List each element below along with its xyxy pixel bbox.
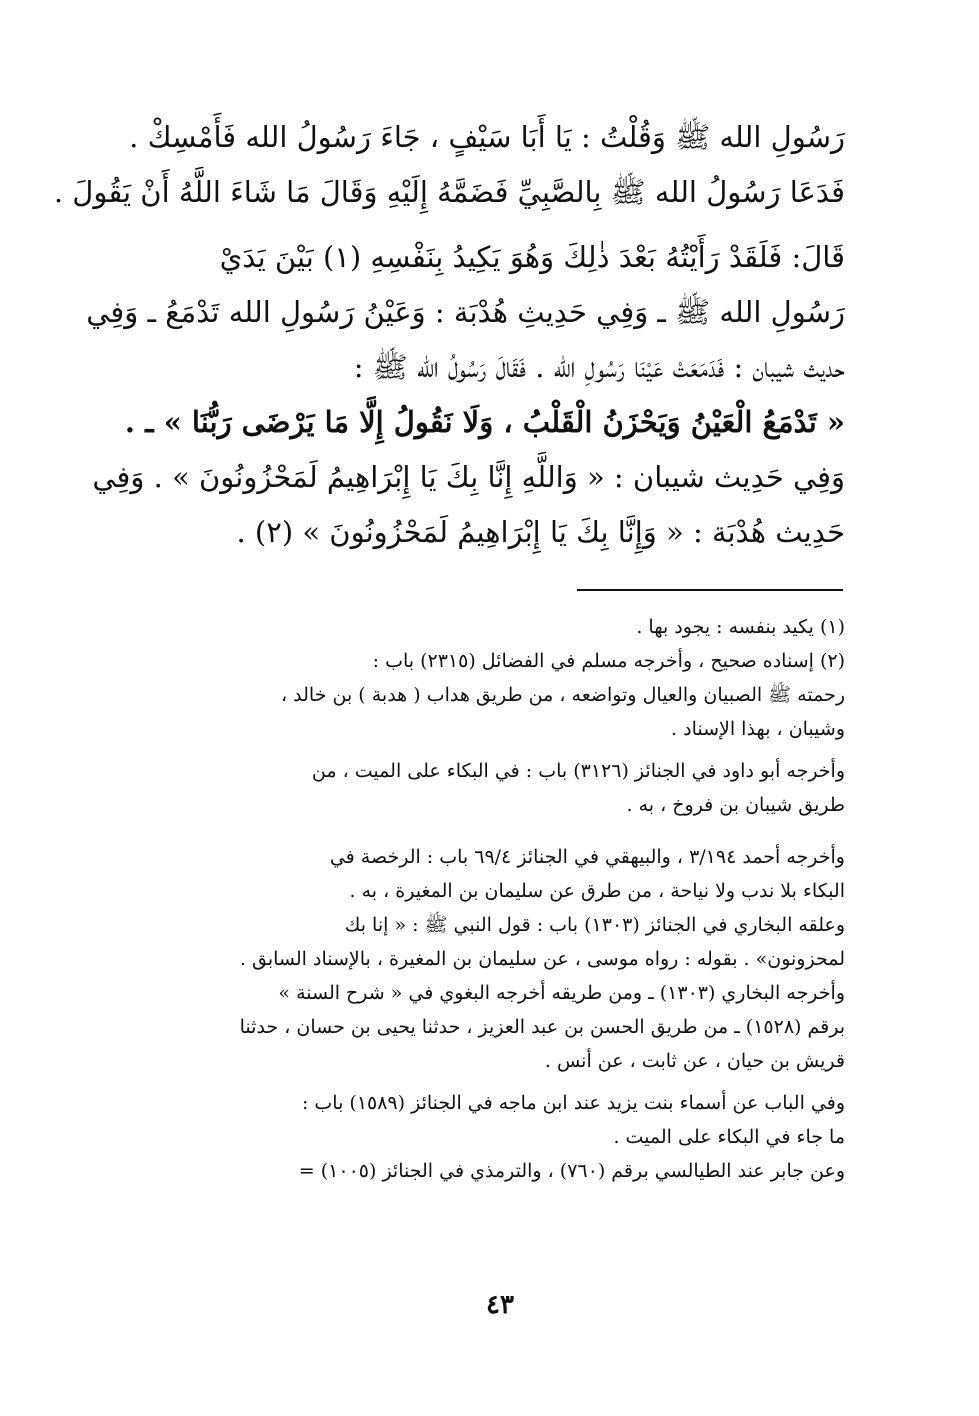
hadith-quote-line: « تَدْمَعُ الْعَيْنُ وَيَحْزَنُ الْقَلْبُ ، وَلَا نَقُولُ إِلَّا مَا يَرْضَى رَبُّنَا » ـ . — [124, 405, 845, 439]
main-line: رَسُولِ الله ﷺ ـ وَفِي حَدِيثِ هُدْبَة : وَعَيْنُ رَسُولِ الله تَدْمَعُ ـ وَفِي — [86, 295, 845, 329]
footnote-paragraph-line: وفي الباب عن أسماء بنت يزيد عند ابن ماجه في الجنائز (١٥٨٩) باب : — [301, 1092, 845, 1114]
main-paragraph-1 — [53, 110, 845, 220]
footnote-paragraph-line: ما جاء في البكاء على الميت . — [613, 1126, 845, 1148]
main-paragraph-2 — [86, 230, 845, 560]
main-line: حَدِيث هُدْبَة : « وَإِنَّا بِكَ يَا إِبْرَاهِيمُ لَمَحْزُونُونَ » (٢) . — [236, 515, 845, 549]
footnote-paragraph-line: قريش بن حيان ، عن ثابت ، عن أنس . — [544, 1050, 845, 1072]
footnotes — [150, 610, 845, 1188]
footnote-paragraph-line: برقم (١٥٢٨) ـ من طريق الحسن بن عبد العزيز ، حدثنا يحيى بن حسان ، حدثنا — [239, 1016, 845, 1038]
footnote-paragraph-line: وأخرجه البخاري (١٣٠٣) ـ ومن طريقه أخرجه البغوي في « شرح السنة » — [278, 982, 845, 1004]
footnote-paragraph-line: وعلقه البخاري في الجنائز (١٣٠٣) باب : قول النبي ﷺ : « إنا بك — [344, 914, 845, 936]
footnote-2-line: وشيبان ، بهذا الإسناد . — [671, 718, 845, 740]
main-line: رَسُولِ الله ﷺ وَقُلْتُ : يَا أَبَا سَيْفٍ ، جَاءَ رَسُولُ الله فَأَمْسِكْ . — [129, 120, 845, 154]
footnote-paragraph-line: لمحزونون» . بقوله : رواه موسى ، عن سليمان بن المغيرة ، بالإسناد السابق . — [239, 948, 845, 970]
footnote-2-line: رحمته ﷺ الصبيان والعيال وتواضعه ، من طريق هداب ( هدبة ) بن خالد ، — [280, 684, 845, 706]
page-number: ٤٣ — [486, 1290, 514, 1320]
footnote-paragraph-line: وعن جابر عند الطيالسي برقم (٧٦٠) ، والترمذي في الجنائز (١٠٠٥) = — [298, 1160, 845, 1182]
main-line: حديث شيبان : فَدَمَعَتْ عَيْنَا رَسُولِ الله . فَقَالَ رَسُولُ الله ﷺ : — [353, 350, 845, 384]
footnote-2-line: (٢) إسناده صحيح ، وأخرجه مسلم في الفضائل (٢٣١٥) باب : — [372, 650, 845, 672]
footnote-1: (١) يكيد بنفسه : يجود بها . — [636, 616, 845, 638]
main-line: قَالَ: فَلَقَدْ رَأَيْتُهُ بَعْدَ ذٰلِكَ وَهُوَ يَكِيدُ بِنَفْسِهِ (١) بَيْنَ يَدَيْ — [219, 240, 845, 274]
main-line: وَفِي حَدِيث شيبان : « وَاللَّهِ إِنَّا بِكَ يَا إِبْرَاهِيمُ لَمَحْزُونُونَ » . وَفِي — [92, 460, 845, 494]
footnote-paragraph-line: البكاء بلا ندب ولا نياحة ، من طرق عن سليمان بن المغيرة ، به . — [349, 880, 845, 902]
footnote-paragraph-line: وأخرجه أبو داود في الجنائز (٣١٢٦) باب : في البكاء على الميت ، من — [311, 760, 845, 782]
footnote-paragraph-line: وأخرجه أحمد ٣/١٩٤ ، والبيهقي في الجنائز ٦٩/٤ باب : الرخصة في — [329, 846, 845, 868]
footnote-paragraph-line: طريق شيبان بن فروخ ، به . — [626, 794, 845, 816]
main-line: فَدَعَا رَسُولُ الله ﷺ بِالصَّبِيِّ فَضَمَّهُ إِلَيْهِ وَقَالَ مَا شَاءَ اللَّهُ أَنْ يَقُولَ . — [53, 175, 845, 209]
footnote-separator — [577, 589, 843, 591]
